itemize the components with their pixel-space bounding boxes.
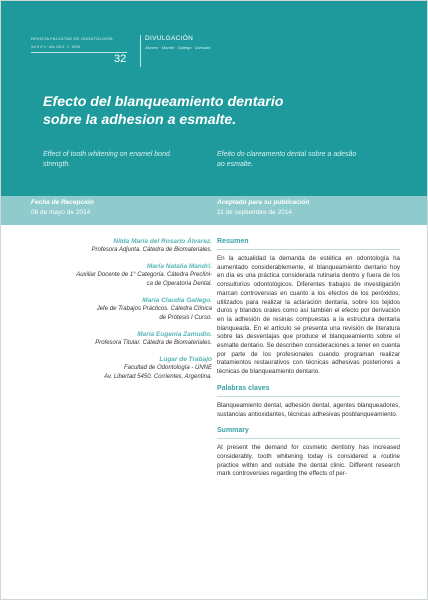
issue-number: 32 [114, 53, 127, 65]
author-name: María Claudia Gallego. [142, 297, 212, 304]
received-label: Fecha de Recepción [31, 199, 94, 206]
abstract-column [217, 237, 400, 479]
author-list [31, 237, 212, 389]
author-item [31, 330, 212, 348]
resumen-heading: Resumen [217, 238, 249, 245]
section-rule [217, 438, 400, 439]
english-title-line-2: strength. [43, 161, 71, 168]
english-title [43, 150, 213, 170]
accepted-label: Aceptado para su publicación [217, 199, 310, 206]
author-name: María Natalia Mandri. [146, 263, 212, 270]
author-item [31, 237, 212, 255]
received-date: 06 de mayo de 2014 [31, 209, 91, 216]
workplace-block [31, 355, 212, 382]
section-rule [217, 396, 400, 397]
workplace-line: Av. Libertad 5450. Corrientes, Argentina. [104, 374, 212, 380]
accepted-date: 11 de septiembre de 2014 [217, 209, 293, 216]
author-item [31, 262, 212, 289]
section-label: DIVULGACIÓN [145, 35, 194, 42]
title-line-1: Efecto del blanqueamiento dentario [43, 94, 284, 110]
title-line-2: sobre la adhesion a esmalte. [43, 112, 237, 128]
keywords-heading: Palabras claves [217, 384, 270, 392]
portuguese-title-line-1: Efeito do clareamento dental sobre a adesão [217, 151, 357, 158]
author-role: Profesora Adjunta. Cátedra de Biomateriales. [91, 247, 212, 253]
journal-issue-info: Vol 8 nº 1 · Año 2014 · 1 · ISSN [31, 45, 81, 49]
resumen-text: En la actualidad la demanda de estética en odontología ha aumentado considerablemente, el blanqueamiento dentario hoy en día es una práctica considerada rutinaria dentro y fuera de los consultorios odontológicos. Diferentes trabajos de investigación marcan controversias en cuanto a los efectos de los peróxidos, utilizados para realizar la aclaración dentaria, sobre los tejidos duros y blandos orales como así también el efecto por derivación en la adhesión de resinas compuestas a la estructura dentaria blanqueada. En el artículo se presenta una revisión de literatura sobre las desventajas que produce el blanqueamiento sobre el esmalte dentario. Se describen consideraciones a tener en cuenta por parte de los profesionales cuando programan realizar tratamientos restaurativos con técnicas adhesivas posteriores a técnicas de blanqueamiento dentario. [217, 255, 400, 376]
section-authors: Álvarez · Mandri · Gallego · Zamudio [145, 45, 211, 50]
author-name: Nilda María del Rosario Álvarez. [113, 238, 212, 245]
journal-name: REVISTA FACULTAD DE ODONTOLOGÍA [31, 36, 113, 41]
author-role: de Prótesis I Curso. [159, 315, 212, 321]
author-name: María Eugenia Zamudio. [137, 331, 212, 338]
author-item [31, 296, 212, 323]
workplace-label: Lugar de Trabajo [159, 356, 212, 363]
english-title-line-1: Effect of tooth whitening on enamel bond [43, 151, 170, 158]
header-separator [140, 35, 141, 67]
header-rule [31, 52, 127, 53]
portuguese-title [217, 150, 402, 170]
workplace-line: Facultad de Odontología - UNNE [123, 365, 212, 371]
section-rule [217, 249, 400, 250]
portuguese-title-line-2: ao esmalte. [217, 161, 254, 168]
summary-text: At present the demand for cosmetic dentistry has increased considerably, tooth whitening today is considered a routine practice within and outside the dental clinic. Different research mark controversies regarding the effects of per- [217, 444, 400, 478]
keywords-text: Blanqueamiento dental, adhesión dental, agentes blanqueadores, sustancias antioxidantes, técnicas adhesivas posblanqueamiento. [217, 401, 400, 418]
summary-heading: Summary [217, 427, 249, 435]
author-role: ca de Operatoria Dental. [146, 281, 212, 287]
author-role: Profesora Titular. Cátedra de Biomateriales. [95, 340, 212, 346]
article-title [43, 93, 343, 129]
author-role: Jefe de Trabajos Prácticos. Cátedra Clínica [96, 306, 212, 312]
author-role: Auxiliar Docente de 1° Categoría. Cátedra Preclíni- [76, 272, 212, 278]
